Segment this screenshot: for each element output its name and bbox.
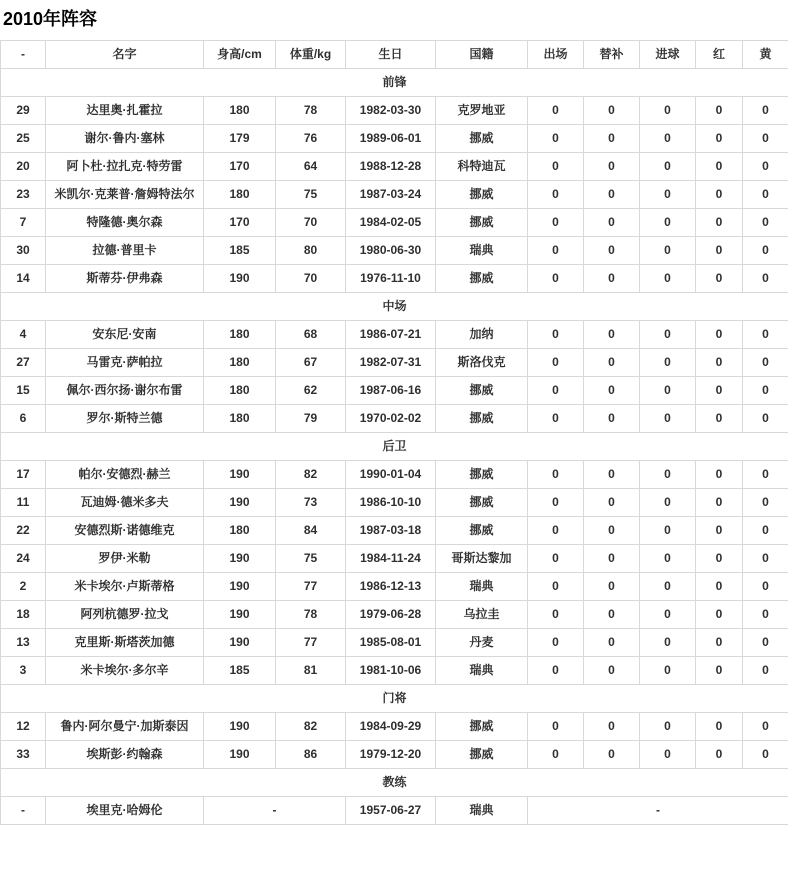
cell-height: 180 [204,181,276,209]
cell-goals: 0 [640,489,696,517]
cell-birthday: 1986-10-10 [346,489,436,517]
cell-name: 克里斯·斯塔茨加德 [46,629,204,657]
player-row [1,181,788,209]
col-header-weight: 体重/kg [276,41,346,69]
cell-goals: 0 [640,97,696,125]
section-label: 中场 [1,293,788,321]
cell-name: 马雷克·萨帕拉 [46,349,204,377]
cell-yellow-cards: 0 [743,629,788,657]
cell-number: 24 [1,545,46,573]
cell-goals: 0 [640,349,696,377]
cell-nationality: 挪威 [436,377,528,405]
cell-nationality: 加纳 [436,321,528,349]
cell-goals: 0 [640,629,696,657]
cell-birthday: 1990-01-04 [346,461,436,489]
cell-nationality: 哥斯达黎加 [436,545,528,573]
player-row [1,545,788,573]
cell-name: 安东尼·安南 [46,321,204,349]
cell-height: 190 [204,629,276,657]
cell-red-cards: 0 [696,629,743,657]
cell-substitute: 0 [584,321,640,349]
cell-height: 190 [204,489,276,517]
cell-nationality: 斯洛伐克 [436,349,528,377]
player-row [1,321,788,349]
cell-height-weight: - [204,797,346,825]
cell-yellow-cards: 0 [743,209,788,237]
col-header-birthday: 生日 [346,41,436,69]
cell-yellow-cards: 0 [743,657,788,685]
cell-substitute: 0 [584,573,640,601]
cell-red-cards: 0 [696,349,743,377]
cell-number: 13 [1,629,46,657]
cell-birthday: 1970-02-02 [346,405,436,433]
cell-appearances: 0 [528,741,584,769]
cell-goals: 0 [640,657,696,685]
cell-goals: 0 [640,741,696,769]
cell-weight: 78 [276,601,346,629]
cell-name: 埃斯彭·约翰森 [46,741,204,769]
cell-substitute: 0 [584,405,640,433]
cell-birthday: 1976-11-10 [346,265,436,293]
cell-name: 斯蒂芬·伊弗森 [46,265,204,293]
cell-substitute: 0 [584,713,640,741]
cell-yellow-cards: 0 [743,713,788,741]
cell-nationality: 丹麦 [436,629,528,657]
cell-nationality: 瑞典 [436,237,528,265]
cell-substitute: 0 [584,517,640,545]
cell-birthday: 1982-03-30 [346,97,436,125]
coach-row [1,797,788,825]
player-row [1,405,788,433]
cell-red-cards: 0 [696,181,743,209]
cell-name: 达里奥·扎霍拉 [46,97,204,125]
cell-height: 180 [204,517,276,545]
cell-weight: 76 [276,125,346,153]
cell-appearances: 0 [528,209,584,237]
cell-appearances: 0 [528,321,584,349]
cell-appearances: 0 [528,461,584,489]
cell-number: 27 [1,349,46,377]
section-row [1,433,788,461]
cell-red-cards: 0 [696,377,743,405]
cell-birthday: 1989-06-01 [346,125,436,153]
cell-yellow-cards: 0 [743,377,788,405]
cell-number: 6 [1,405,46,433]
cell-height: 190 [204,713,276,741]
cell-goals: 0 [640,321,696,349]
cell-weight: 62 [276,377,346,405]
cell-nationality: 挪威 [436,517,528,545]
cell-substitute: 0 [584,181,640,209]
cell-name: 瓦迪姆·德米多夫 [46,489,204,517]
cell-height: 180 [204,405,276,433]
cell-weight: 68 [276,321,346,349]
cell-birthday: 1986-07-21 [346,321,436,349]
cell-weight: 75 [276,545,346,573]
cell-birthday: 1981-10-06 [346,657,436,685]
cell-red-cards: 0 [696,573,743,601]
cell-height: 180 [204,377,276,405]
cell-red-cards: 0 [696,713,743,741]
cell-number: 25 [1,125,46,153]
cell-appearances: 0 [528,657,584,685]
col-header-nationality: 国籍 [436,41,528,69]
cell-appearances: 0 [528,489,584,517]
cell-goals: 0 [640,153,696,181]
player-row [1,209,788,237]
cell-substitute: 0 [584,125,640,153]
cell-nationality: 挪威 [436,461,528,489]
player-row [1,97,788,125]
col-header-height: 身高/cm [204,41,276,69]
cell-goals: 0 [640,545,696,573]
cell-weight: 78 [276,97,346,125]
player-row [1,629,788,657]
cell-goals: 0 [640,573,696,601]
cell-appearances: 0 [528,181,584,209]
cell-yellow-cards: 0 [743,349,788,377]
cell-height: 190 [204,265,276,293]
section-row [1,769,788,797]
cell-nationality: 瑞典 [436,797,528,825]
cell-goals: 0 [640,237,696,265]
cell-number: 11 [1,489,46,517]
cell-weight: 84 [276,517,346,545]
cell-weight: 70 [276,209,346,237]
header-row [1,41,788,69]
cell-birthday: 1987-03-24 [346,181,436,209]
cell-number: 18 [1,601,46,629]
cell-nationality: 挪威 [436,713,528,741]
cell-height: 190 [204,741,276,769]
section-row [1,69,788,97]
cell-nationality: 挪威 [436,405,528,433]
section-label: 教练 [1,769,788,797]
cell-nationality: 乌拉圭 [436,601,528,629]
col-header-appearances: 出场 [528,41,584,69]
cell-number: - [1,797,46,825]
cell-yellow-cards: 0 [743,517,788,545]
cell-birthday: 1984-11-24 [346,545,436,573]
cell-name: 阿卜杜·拉扎克·特劳雷 [46,153,204,181]
cell-name: 特隆德·奥尔森 [46,209,204,237]
cell-nationality: 瑞典 [436,657,528,685]
cell-appearances: 0 [528,601,584,629]
cell-height: 180 [204,97,276,125]
section-label: 后卫 [1,433,788,461]
cell-height: 190 [204,573,276,601]
cell-substitute: 0 [584,377,640,405]
cell-red-cards: 0 [696,601,743,629]
cell-red-cards: 0 [696,321,743,349]
player-row [1,265,788,293]
cell-birthday: 1957-06-27 [346,797,436,825]
cell-yellow-cards: 0 [743,97,788,125]
cell-name: 米卡埃尔·卢斯蒂格 [46,573,204,601]
squad-table [0,40,788,825]
section-label: 门将 [1,685,788,713]
cell-substitute: 0 [584,209,640,237]
cell-name: 鲁内·阿尔曼宁·加斯泰因 [46,713,204,741]
cell-red-cards: 0 [696,209,743,237]
cell-nationality: 挪威 [436,209,528,237]
cell-appearances: 0 [528,349,584,377]
cell-substitute: 0 [584,97,640,125]
squad-table-body [1,69,788,825]
cell-nationality: 挪威 [436,741,528,769]
cell-name: 米卡埃尔·多尔辛 [46,657,204,685]
cell-appearances: 0 [528,405,584,433]
cell-yellow-cards: 0 [743,153,788,181]
cell-number: 12 [1,713,46,741]
cell-red-cards: 0 [696,97,743,125]
cell-nationality: 科特迪瓦 [436,153,528,181]
cell-yellow-cards: 0 [743,125,788,153]
cell-birthday: 1984-02-05 [346,209,436,237]
cell-number: 29 [1,97,46,125]
cell-red-cards: 0 [696,545,743,573]
cell-number: 15 [1,377,46,405]
cell-weight: 75 [276,181,346,209]
cell-number: 33 [1,741,46,769]
cell-substitute: 0 [584,349,640,377]
cell-goals: 0 [640,209,696,237]
cell-weight: 86 [276,741,346,769]
cell-weight: 77 [276,573,346,601]
cell-birthday: 1987-06-16 [346,377,436,405]
cell-name: 谢尔·鲁内·塞林 [46,125,204,153]
cell-name: 罗尔·斯特兰德 [46,405,204,433]
cell-substitute: 0 [584,153,640,181]
cell-birthday: 1979-12-20 [346,741,436,769]
cell-yellow-cards: 0 [743,265,788,293]
cell-goals: 0 [640,181,696,209]
cell-yellow-cards: 0 [743,181,788,209]
cell-number: 7 [1,209,46,237]
player-row [1,657,788,685]
cell-yellow-cards: 0 [743,237,788,265]
col-header-substitute: 替补 [584,41,640,69]
cell-weight: 80 [276,237,346,265]
cell-goals: 0 [640,265,696,293]
cell-appearances: 0 [528,545,584,573]
cell-birthday: 1985-08-01 [346,629,436,657]
cell-appearances: 0 [528,153,584,181]
cell-yellow-cards: 0 [743,321,788,349]
cell-goals: 0 [640,713,696,741]
cell-weight: 79 [276,405,346,433]
cell-name: 帕尔·安德烈·赫兰 [46,461,204,489]
cell-nationality: 克罗地亚 [436,97,528,125]
cell-number: 4 [1,321,46,349]
cell-yellow-cards: 0 [743,741,788,769]
cell-birthday: 1984-09-29 [346,713,436,741]
cell-appearances: 0 [528,97,584,125]
cell-height: 179 [204,125,276,153]
cell-red-cards: 0 [696,237,743,265]
cell-substitute: 0 [584,657,640,685]
cell-name: 罗伊·米勒 [46,545,204,573]
cell-goals: 0 [640,517,696,545]
col-header-name: 名字 [46,41,204,69]
player-row [1,601,788,629]
cell-red-cards: 0 [696,265,743,293]
cell-goals: 0 [640,125,696,153]
cell-name: 米凯尔·克莱普·詹姆特法尔 [46,181,204,209]
cell-weight: 82 [276,713,346,741]
cell-substitute: 0 [584,265,640,293]
cell-height: 190 [204,601,276,629]
section-row [1,685,788,713]
cell-weight: 73 [276,489,346,517]
player-row [1,489,788,517]
cell-substitute: 0 [584,629,640,657]
cell-birthday: 1982-07-31 [346,349,436,377]
cell-height: 170 [204,209,276,237]
cell-substitute: 0 [584,741,640,769]
cell-number: 23 [1,181,46,209]
cell-yellow-cards: 0 [743,601,788,629]
cell-goals: 0 [640,405,696,433]
cell-nationality: 挪威 [436,181,528,209]
cell-substitute: 0 [584,489,640,517]
cell-height: 190 [204,545,276,573]
player-row [1,349,788,377]
cell-substitute: 0 [584,545,640,573]
cell-birthday: 1980-06-30 [346,237,436,265]
cell-nationality: 挪威 [436,265,528,293]
player-row [1,741,788,769]
cell-name: 安德烈斯·诺德维克 [46,517,204,545]
player-row [1,377,788,405]
page-title: 2010年阵容 [3,9,98,29]
cell-nationality: 挪威 [436,125,528,153]
player-row [1,573,788,601]
cell-appearances: 0 [528,517,584,545]
cell-weight: 70 [276,265,346,293]
cell-weight: 67 [276,349,346,377]
cell-yellow-cards: 0 [743,545,788,573]
cell-appearances: 0 [528,713,584,741]
cell-name: 阿列杭德罗·拉戈 [46,601,204,629]
cell-birthday: 1987-03-18 [346,517,436,545]
cell-weight: 77 [276,629,346,657]
cell-appearances: 0 [528,125,584,153]
cell-number: 3 [1,657,46,685]
cell-height: 180 [204,321,276,349]
cell-number: 17 [1,461,46,489]
cell-weight: 64 [276,153,346,181]
cell-appearances: 0 [528,265,584,293]
cell-appearances: 0 [528,573,584,601]
cell-red-cards: 0 [696,153,743,181]
cell-birthday: 1979-06-28 [346,601,436,629]
cell-red-cards: 0 [696,741,743,769]
cell-goals: 0 [640,377,696,405]
player-row [1,153,788,181]
cell-name: 埃里克·哈姆伦 [46,797,204,825]
col-header-goals: 进球 [640,41,696,69]
cell-nationality: 挪威 [436,489,528,517]
cell-red-cards: 0 [696,517,743,545]
squad-table-header [1,41,788,69]
cell-substitute: 0 [584,601,640,629]
cell-red-cards: 0 [696,489,743,517]
cell-number: 20 [1,153,46,181]
col-header-yellow-cards: 黄 [743,41,788,69]
cell-yellow-cards: 0 [743,461,788,489]
cell-substitute: 0 [584,461,640,489]
cell-yellow-cards: 0 [743,573,788,601]
cell-height: 185 [204,657,276,685]
player-row [1,237,788,265]
cell-name: 佩尔·西尔扬·谢尔布雷 [46,377,204,405]
player-row [1,517,788,545]
cell-substitute: 0 [584,237,640,265]
cell-height: 180 [204,349,276,377]
cell-goals: 0 [640,601,696,629]
cell-appearances: 0 [528,377,584,405]
cell-height: 190 [204,461,276,489]
cell-height: 170 [204,153,276,181]
cell-appearances: 0 [528,629,584,657]
player-row [1,125,788,153]
cell-birthday: 1986-12-13 [346,573,436,601]
cell-number: 22 [1,517,46,545]
cell-red-cards: 0 [696,657,743,685]
cell-red-cards: 0 [696,405,743,433]
section-label: 前锋 [1,69,788,97]
cell-weight: 82 [276,461,346,489]
cell-goals: 0 [640,461,696,489]
cell-birthday: 1988-12-28 [346,153,436,181]
cell-stats: - [528,797,788,825]
section-row [1,293,788,321]
col-header-red-cards: 红 [696,41,743,69]
cell-yellow-cards: 0 [743,489,788,517]
cell-number: 2 [1,573,46,601]
cell-nationality: 瑞典 [436,573,528,601]
cell-number: 30 [1,237,46,265]
col-header-number: - [1,41,46,69]
player-row [1,461,788,489]
cell-number: 14 [1,265,46,293]
cell-name: 拉德·普里卡 [46,237,204,265]
cell-weight: 81 [276,657,346,685]
player-row [1,713,788,741]
cell-appearances: 0 [528,237,584,265]
cell-yellow-cards: 0 [743,405,788,433]
cell-red-cards: 0 [696,125,743,153]
cell-height: 185 [204,237,276,265]
cell-red-cards: 0 [696,461,743,489]
